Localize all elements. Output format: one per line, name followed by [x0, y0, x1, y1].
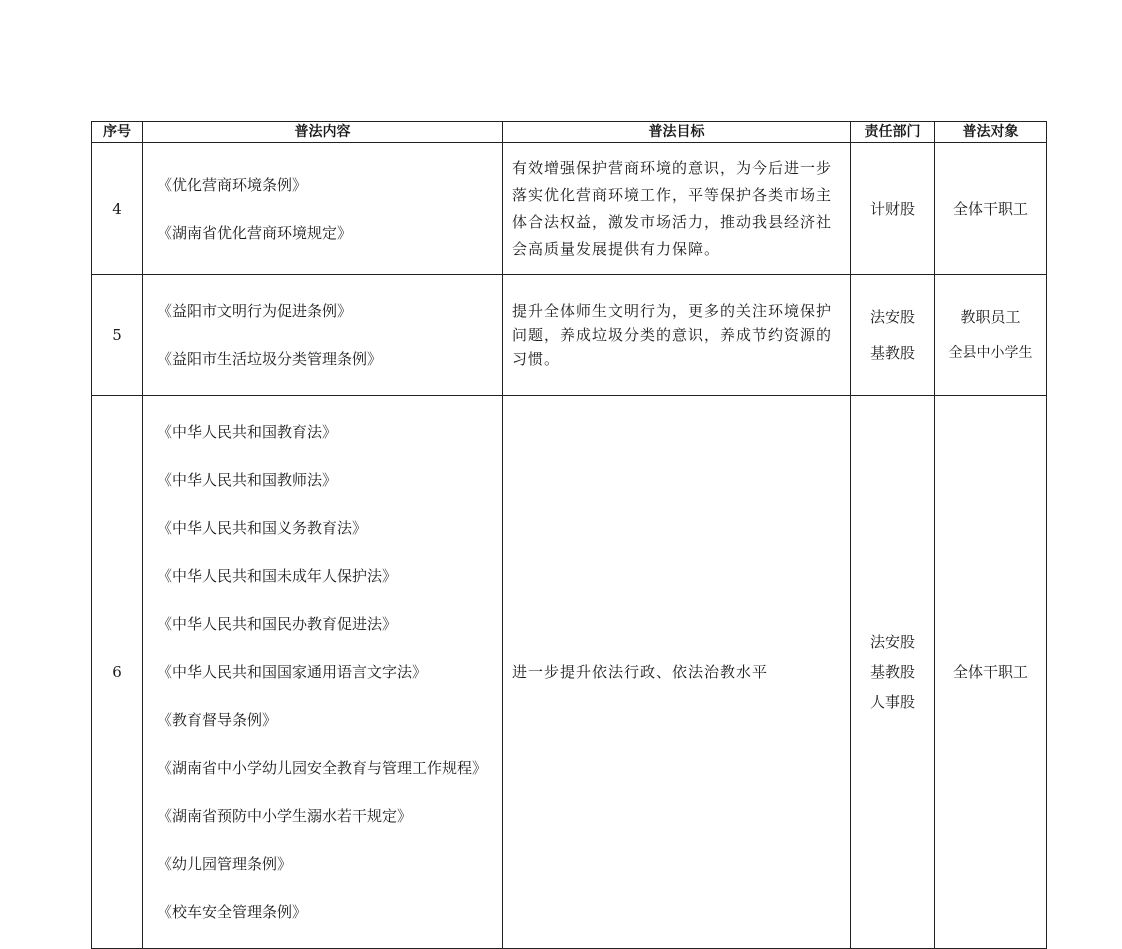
table-row — [92, 396, 1047, 949]
header-goal: 普法目标 — [503, 122, 851, 143]
table-row — [92, 143, 1047, 275]
dept-name: 计财股 — [869, 199, 915, 218]
law-title: 《中华人民共和国未成年人保护法》 — [157, 567, 398, 585]
header-dept: 责任部门 — [851, 122, 935, 143]
target-name: 全体干职工 — [952, 199, 1028, 218]
law-content-cell — [143, 275, 503, 396]
target-name: 教职员工 — [960, 308, 1021, 326]
header-row — [92, 122, 1047, 143]
target-name: 全县中小学生 — [948, 345, 1033, 361]
law-title: 《优化营商环境条例》 — [157, 175, 308, 194]
table-row — [92, 275, 1047, 396]
dept-cell — [851, 143, 935, 275]
law-title: 《湖南省中小学幼儿园安全教育与管理工作规程》 — [157, 759, 488, 777]
law-title: 《中华人民共和国民办教育促进法》 — [157, 615, 398, 633]
dept-cell — [851, 396, 935, 949]
dept-name: 人事股 — [869, 693, 915, 711]
dept-name: 法安股 — [869, 633, 915, 651]
row-number: 4 — [92, 143, 143, 275]
law-publicity-table — [91, 121, 1047, 949]
law-content-cell — [143, 143, 503, 275]
target-cell — [935, 396, 1047, 949]
law-title: 《中华人民共和国教师法》 — [157, 471, 338, 489]
target-cell — [935, 143, 1047, 275]
row-number: 5 — [92, 275, 143, 396]
goal-cell: 有效增强保护营商环境的意识，为今后进一步落实优化营商环境工作，平等保护各类市场主体合法权益，激发市场活力，推动我县经济社会高质量发展提供有力保障。 — [503, 143, 851, 275]
target-cell — [935, 275, 1047, 396]
law-title: 《中华人民共和国国家通用语言文字法》 — [157, 663, 428, 681]
target-name: 全体干职工 — [952, 663, 1028, 681]
dept-cell — [851, 275, 935, 396]
dept-name: 基教股 — [869, 344, 915, 362]
row-number: 6 — [92, 396, 143, 949]
law-title: 《湖南省预防中小学生溺水若干规定》 — [157, 807, 413, 825]
goal-cell: 进一步提升依法行政、依法治教水平 — [503, 396, 851, 949]
law-title: 《教育督导条例》 — [157, 711, 278, 729]
header-target: 普法对象 — [935, 122, 1047, 143]
header-content: 普法内容 — [143, 122, 503, 143]
law-title: 《湖南省优化营商环境规定》 — [157, 223, 353, 242]
goal-cell: 提升全体师生文明行为，更多的关注环境保护问题，养成垃圾分类的意识，养成节约资源的习惯。 — [503, 275, 851, 396]
law-title: 《幼儿园管理条例》 — [157, 855, 293, 873]
dept-name: 法安股 — [869, 308, 915, 326]
header-num: 序号 — [92, 122, 143, 143]
law-content-cell — [143, 396, 503, 949]
law-title: 《益阳市生活垃圾分类管理条例》 — [157, 350, 383, 368]
law-title: 《益阳市文明行为促进条例》 — [157, 302, 353, 320]
law-title: 《校车安全管理条例》 — [157, 903, 308, 921]
dept-name: 基教股 — [869, 663, 915, 681]
law-title: 《中华人民共和国教育法》 — [157, 423, 338, 441]
law-title: 《中华人民共和国义务教育法》 — [157, 519, 368, 537]
